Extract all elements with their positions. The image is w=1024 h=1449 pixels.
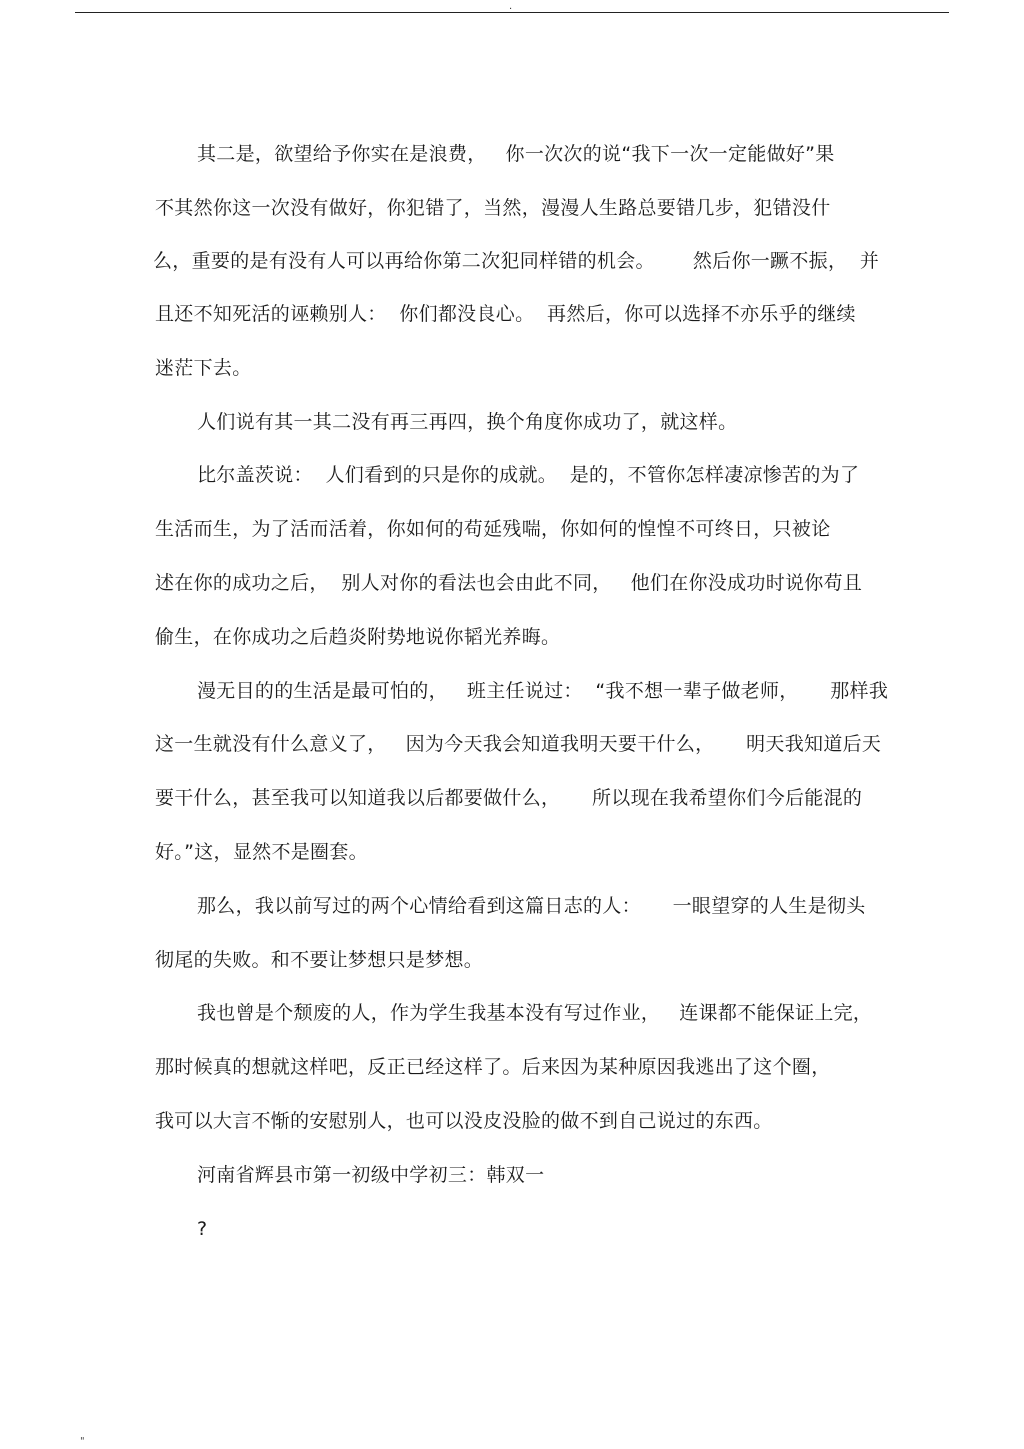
text-line: 漫无目的的生活是最可怕的， 班主任说过： “我不想一辈子做老师， 那样我 — [197, 680, 889, 702]
header-rule — [75, 12, 949, 13]
text-line: 人们说有其一其二没有再三再四，换个角度你成功了，就这样。 — [197, 411, 738, 433]
text-line: 我也曾是个颓废的人，作为学生我基本没有写过作业， 连课都不能保证上完， — [197, 1002, 873, 1024]
text-line: 述在你的成功之后， 别人对你的看法也会由此不同， 他们在你没成功时说你苟且 — [155, 572, 863, 594]
text-line: 我可以大言不惭的安慰别人，也可以没皮没脸的做不到自己说过的东西。 — [155, 1110, 773, 1132]
text-line: 迷茫下去。 — [155, 357, 252, 379]
text-line: 那么，我以前写过的两个心情给看到这篇日志的人： 一眼望穿的人生是彻头 — [197, 895, 866, 917]
footer-mark: " — [80, 1436, 85, 1447]
text-line: 好。”这，显然不是圈套。 — [155, 841, 368, 863]
text-line: 不其然你这一次没有做好，你犯错了，当然，漫漫人生路总要错几步，犯错没什 — [155, 197, 831, 219]
author-signature: 河南省辉县市第一初级中学初三：韩双一 — [197, 1164, 545, 1186]
text-line: 偷生，在你成功之后趋炎附势地说你韬光养晦。 — [155, 626, 561, 648]
trailing-mark: ? — [197, 1218, 208, 1240]
text-line: 这一生就没有什么意义了， 因为今天我会知道我明天要干什么， 明天我知道后天 — [155, 733, 882, 755]
text-line: 其二是，欲望给予你实在是浪费， 你一次次的说“我下一次一定能做好”果 — [197, 143, 835, 165]
text-line: 那时候真的想就这样吧，反正已经这样了。后来因为某种原因我逃出了这个圈， — [155, 1056, 831, 1078]
text-line: 且还不知死活的诬赖别人： 你们都没良心。 再然后，你可以选择不亦乐乎的继续 — [155, 303, 856, 325]
header-dot: . — [509, 1, 513, 12]
text-line: 彻尾的失败。和不要让梦想只是梦想。 — [155, 949, 484, 971]
text-line: 么，重要的是有没有人可以再给你第二次犯同样错的机会。 然后你一蹶不振， 并 — [153, 250, 880, 272]
text-line: 生活而生，为了活而活着，你如何的苟延残喘，你如何的惶惶不可终日，只被论 — [155, 518, 831, 540]
text-line: 要干什么，甚至我可以知道我以后都要做什么， 所以现在我希望你们今后能混的 — [155, 787, 863, 809]
text-line: 比尔盖茨说： 人们看到的只是你的成就。 是的，不管你怎样凄凉惨苦的为了 — [197, 464, 860, 486]
